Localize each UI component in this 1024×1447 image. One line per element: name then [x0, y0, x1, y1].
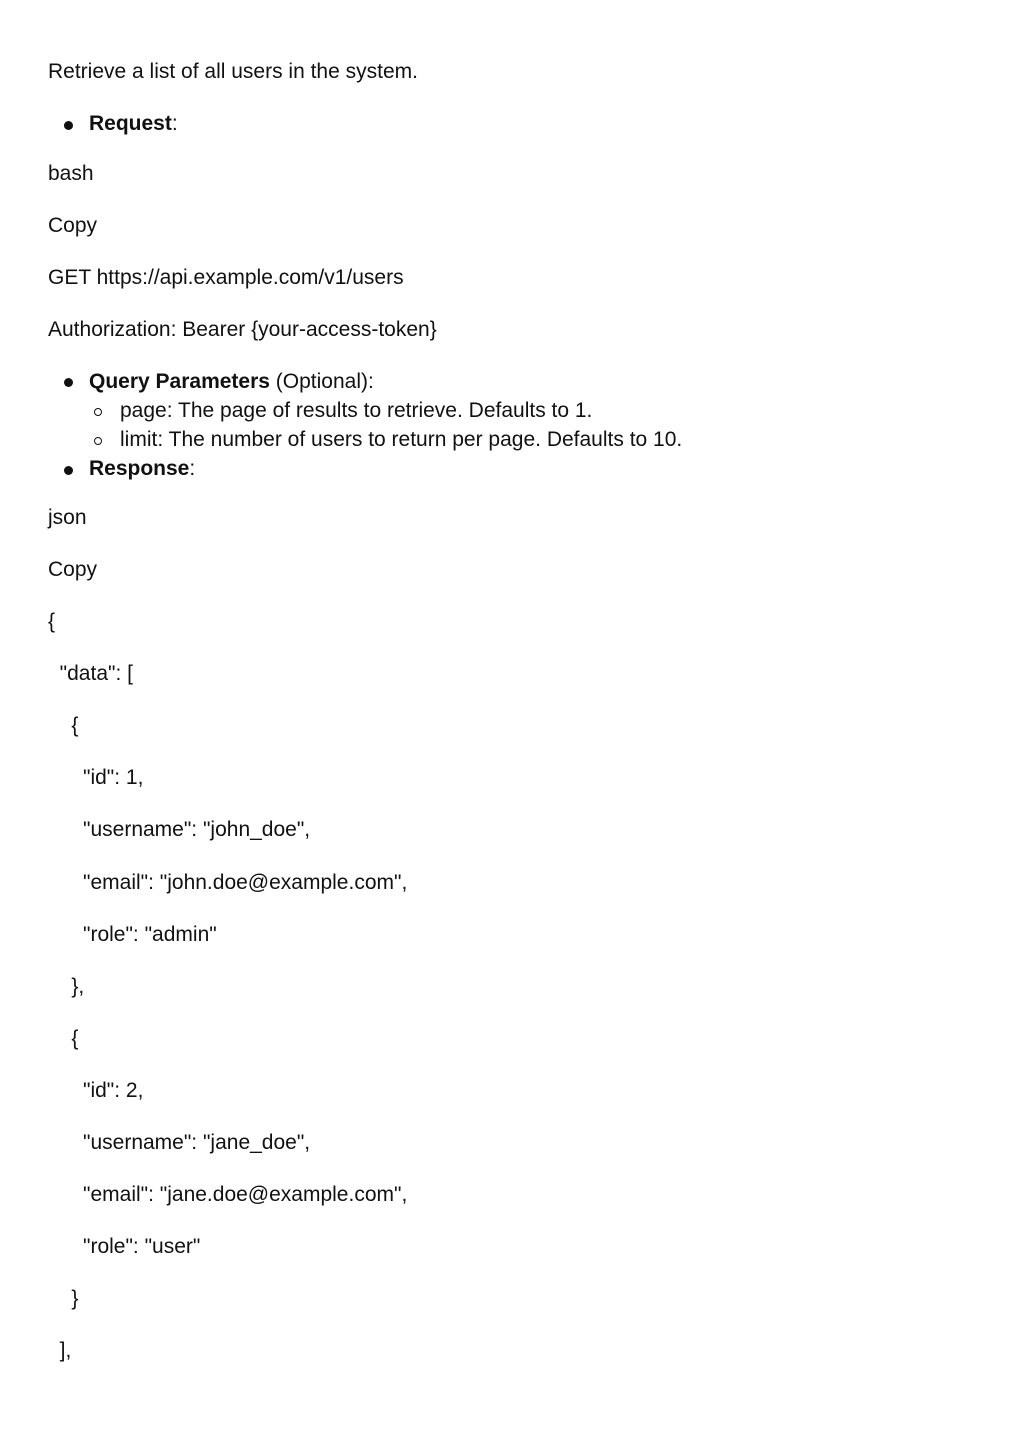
response-code-line: {	[48, 714, 79, 737]
query-item-limit: limit: The number of users to return per page. Defaults to 10.	[120, 428, 683, 451]
response-suffix: :	[189, 457, 196, 480]
response-label: Response	[89, 457, 190, 480]
response-code-line: },	[48, 975, 85, 998]
query-item-page: page: The page of results to retrieve. Defaults to 1.	[120, 399, 593, 422]
response-bullet	[64, 466, 73, 475]
response-code-line: "id": 2,	[48, 1079, 144, 1102]
query-suffix: (Optional):	[269, 370, 374, 393]
response-code-line: "role": "user"	[48, 1235, 201, 1258]
response-code-line: "username": "jane_doe",	[48, 1131, 311, 1154]
request-code-line: Authorization: Bearer {your-access-token}	[48, 318, 437, 341]
request-label: Request	[89, 112, 172, 135]
request-copy-button[interactable]: Copy	[48, 214, 98, 237]
response-code-line: {	[48, 610, 56, 633]
response-copy-button[interactable]: Copy	[48, 558, 98, 581]
response-code-line: }	[48, 1287, 79, 1310]
intro-text: Retrieve a list of all users in the system.	[48, 60, 418, 83]
response-code-line: "data": [	[48, 662, 133, 685]
request-code-line: GET https://api.example.com/v1/users	[48, 266, 404, 289]
response-code-line: "username": "john_doe",	[48, 818, 311, 841]
response-code-line: ],	[48, 1339, 72, 1362]
response-code-line: "email": "jane.doe@example.com",	[48, 1183, 408, 1206]
response-code-line: "role": "admin"	[48, 923, 217, 946]
query-bullet	[64, 378, 73, 387]
query-sub-bullet	[94, 408, 102, 416]
request-code-lang: bash	[48, 162, 94, 185]
query-sub-bullet	[94, 437, 102, 445]
response-code-line: {	[48, 1027, 79, 1050]
request-heading	[89, 110, 178, 138]
query-label: Query Parameters	[89, 370, 270, 393]
request-suffix: :	[171, 112, 178, 135]
response-code-line: "id": 1,	[48, 766, 144, 789]
response-code-lang: json	[48, 506, 87, 529]
request-bullet	[64, 121, 73, 130]
response-heading	[89, 455, 195, 483]
response-code-line: "email": "john.doe@example.com",	[48, 871, 408, 894]
query-heading	[89, 368, 374, 396]
